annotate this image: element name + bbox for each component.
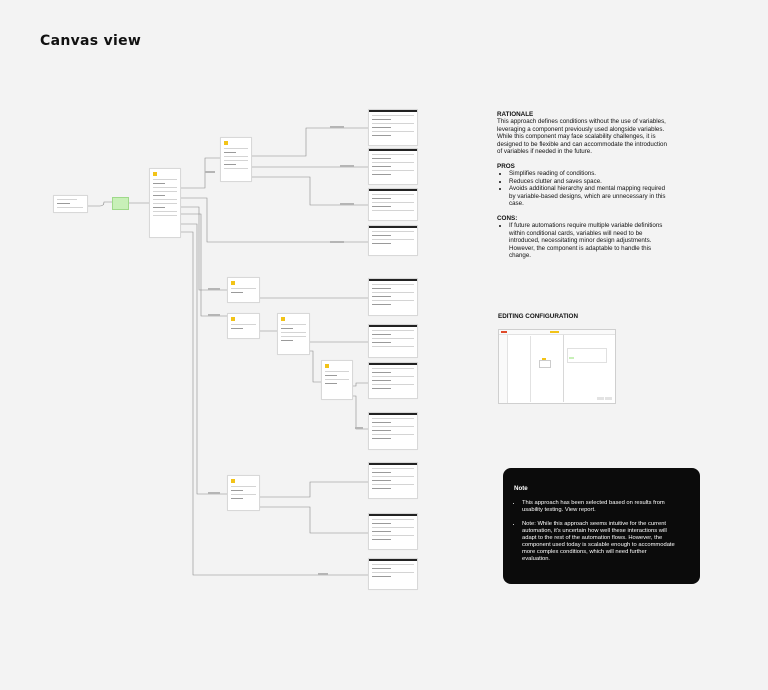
condition-card[interactable] <box>149 168 181 238</box>
note-item: • This approach has been selected based on results from usability testing. View report. <box>522 500 690 514</box>
cons-section <box>497 215 697 259</box>
condition-card[interactable] <box>321 360 353 400</box>
pros-section <box>497 163 697 207</box>
page-title: Canvas view <box>40 33 142 49</box>
action-card[interactable] <box>368 188 418 221</box>
action-card[interactable] <box>368 278 418 316</box>
cons-item: • If future automations require multiple variable definitions within conditional cards, variables will need to be introduced, necessitating minor design adjustments. However, the component is adaptable to handle this change. <box>509 222 697 259</box>
rationale-text: This approach defines conditions without the use of variables, leveraging a component previously used alongside variables. While this component may face scalability challenges, it is designed to be flexible and can accommodate the introduction of variables if needed in the future. <box>497 118 667 156</box>
trigger-node[interactable] <box>112 197 129 210</box>
note-item: • Note: While this approach seems intuitive for the current automation, it's uncertain how well these interactions will adapt to the rest of the automation flows. However, the component used today is scalable enough to accommodate more complex conditions, which will need further evaluation. <box>522 521 690 563</box>
action-card[interactable] <box>368 412 418 450</box>
action-card[interactable] <box>368 324 418 358</box>
condition-card[interactable] <box>220 137 252 182</box>
pros-heading: PROS <box>497 163 515 170</box>
condition-card[interactable] <box>227 277 260 303</box>
source-card[interactable] <box>53 195 88 213</box>
rationale-section <box>497 111 697 155</box>
note-heading: Note <box>514 485 528 492</box>
editing-configuration-heading: EDITING CONFIGURATION <box>498 313 578 320</box>
condition-card[interactable] <box>227 313 260 339</box>
pros-item: • Avoids additional hierarchy and mental mapping required by variable-based designs, which are unnecessary in this case. <box>509 185 697 207</box>
action-card[interactable] <box>368 225 418 256</box>
pros-item: • Simplifies reading of conditions. <box>509 170 697 177</box>
action-card[interactable] <box>368 462 418 499</box>
condition-card[interactable] <box>227 475 260 511</box>
action-card[interactable] <box>368 362 418 399</box>
pros-item: • Reduces clutter and saves space. <box>509 178 697 185</box>
note-panel <box>503 468 700 584</box>
condition-card[interactable] <box>277 313 310 355</box>
rationale-heading: RATIONALE <box>497 111 534 118</box>
editing-configuration-preview[interactable] <box>498 329 616 404</box>
action-card[interactable] <box>368 109 418 146</box>
cons-heading: CONS: <box>497 215 518 222</box>
action-card[interactable] <box>368 513 418 550</box>
action-card[interactable] <box>368 148 418 185</box>
action-card[interactable] <box>368 558 418 590</box>
